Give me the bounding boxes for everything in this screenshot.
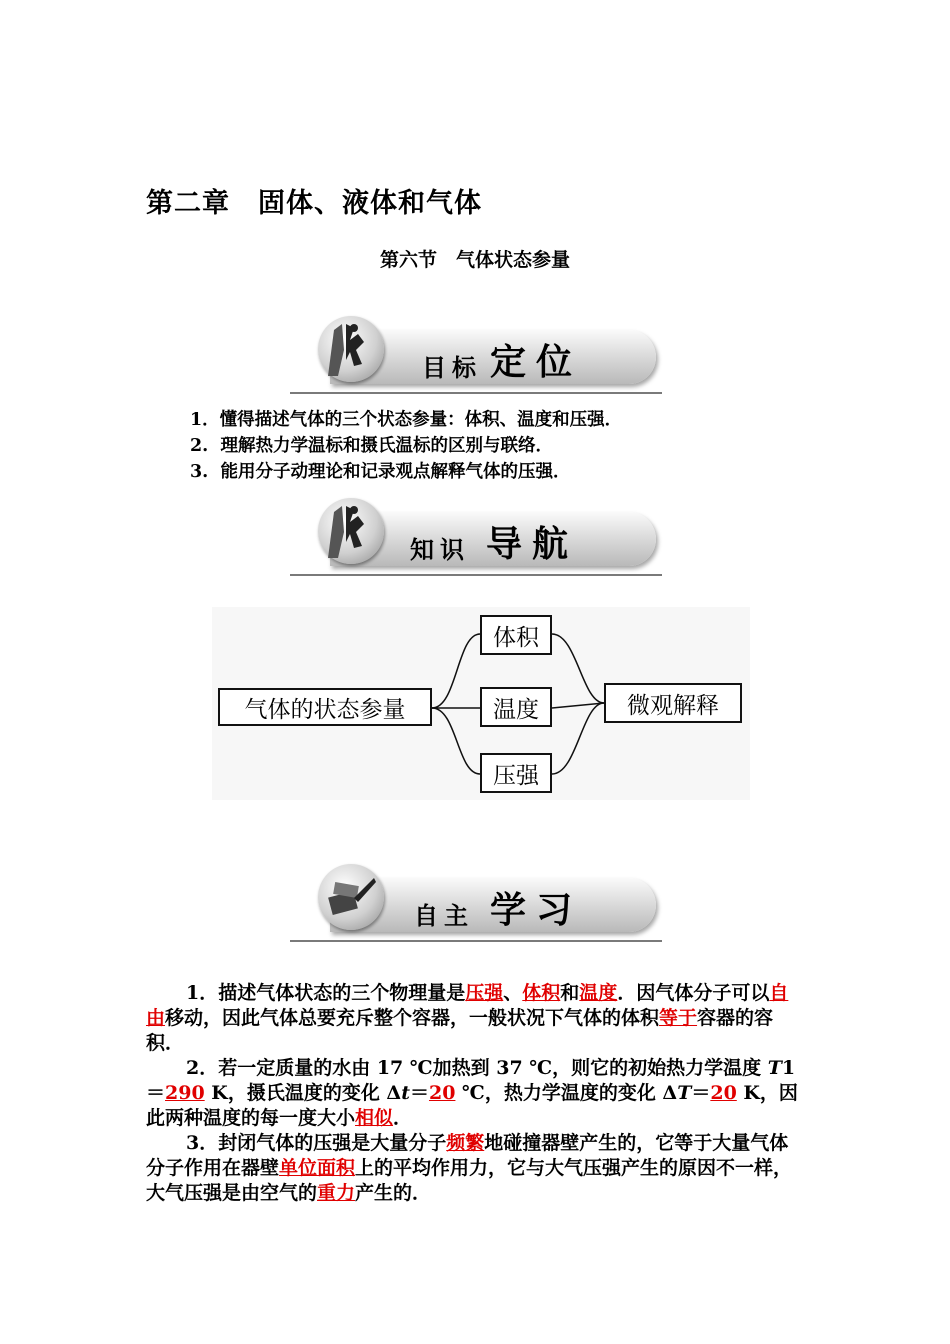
text: ． xyxy=(393,1107,413,1129)
banner-big-text: 导航 xyxy=(486,523,579,565)
text: 3．封闭气体的压强是大量分子 xyxy=(186,1132,447,1154)
banner-small-text: 自主 xyxy=(414,901,474,930)
answer-blank: 频繁 xyxy=(446,1132,485,1154)
climber-icon xyxy=(318,316,384,382)
text: K，因此两种温度的每一度大小 xyxy=(146,1082,798,1129)
answer-blank: 重力 xyxy=(317,1182,356,1204)
text: 容器的容积． xyxy=(146,1007,774,1054)
text: ℃，热力学温度的变化 Δ xyxy=(455,1082,678,1104)
text: 、 xyxy=(503,982,523,1004)
diagram-temperature-box: 温度 xyxy=(480,687,552,727)
answer-blank: 20 xyxy=(710,1082,737,1104)
text: ＝ xyxy=(409,1082,429,1104)
goal-item-2: 2. 理解热力学温标和摄氏温标的区别与联络． xyxy=(190,436,553,456)
text: K，摄氏温度的变化 Δ xyxy=(204,1082,402,1104)
text: 和 xyxy=(560,982,580,1004)
diagram-root-box: 气体的状态参量 xyxy=(218,688,432,726)
answer-blank: 等于 xyxy=(659,1007,698,1029)
text: 1＝ xyxy=(146,1057,796,1104)
text: 地碰撞器壁产生的，它等于大量气体分子作用在器壁 xyxy=(146,1132,789,1179)
diagram-micro-box: 微观解释 xyxy=(604,683,742,723)
goal-item-3: 3. 能用分子动理论和记录观点解释气体的压强． xyxy=(190,462,571,482)
banner-small-text: 知识 xyxy=(410,535,470,564)
concept-diagram xyxy=(212,607,750,800)
knowledge-banner xyxy=(290,494,662,576)
diagram-volume-box: 体积 xyxy=(480,615,552,655)
text: 产生的． xyxy=(355,1182,432,1204)
goal-item-1: 1．懂得描述气体的三个状态参量：体积、温度和压强． xyxy=(190,410,623,430)
answer-blank: 290 xyxy=(165,1082,205,1104)
paragraph-2 xyxy=(146,1056,806,1131)
self-study-banner xyxy=(290,860,662,942)
banner-big-text: 定位 xyxy=(490,341,583,383)
symbol: T xyxy=(677,1082,692,1104)
answer-blank: 体积 xyxy=(522,982,561,1004)
banner-small-text: 目标 xyxy=(422,353,482,382)
symbol: T xyxy=(767,1057,782,1079)
text: 2．若一定质量的水由 17 ℃加热到 37 ℃，则它的初始热力学温度 xyxy=(186,1057,768,1079)
climber-icon xyxy=(318,498,384,564)
answer-blank: 压强 xyxy=(465,982,504,1004)
text: 上的平均作用力，它与大气压强产生的原因不一样，大气压强是由空气的 xyxy=(146,1157,793,1204)
chapter-title: 第二章 固体、液体和气体 xyxy=(146,188,482,219)
answer-blank: 单位面积 xyxy=(279,1157,356,1179)
answer-blank: 20 xyxy=(428,1082,456,1104)
answer-blank: 温度 xyxy=(579,982,618,1004)
answer-blank: 相似 xyxy=(355,1107,394,1129)
goal-banner xyxy=(290,312,662,394)
diagram-pressure-box: 压强 xyxy=(480,753,552,793)
banner-big-text: 学习 xyxy=(490,889,583,931)
text: ．因气体分子可以 xyxy=(617,982,770,1004)
paragraph-1 xyxy=(146,981,806,1056)
section-title: 第六节 气体状态参量 xyxy=(379,249,570,271)
text: 移动，因此气体总要充斥整个容器，一般状况下气体的体积 xyxy=(165,1007,660,1029)
answer-blank: 自由 xyxy=(146,982,789,1029)
text: 1．描述气体状态的三个物理量是 xyxy=(186,982,466,1004)
books-icon xyxy=(318,864,384,930)
text: ＝ xyxy=(691,1082,711,1104)
paragraph-3 xyxy=(146,1131,806,1206)
symbol: t xyxy=(401,1082,410,1104)
